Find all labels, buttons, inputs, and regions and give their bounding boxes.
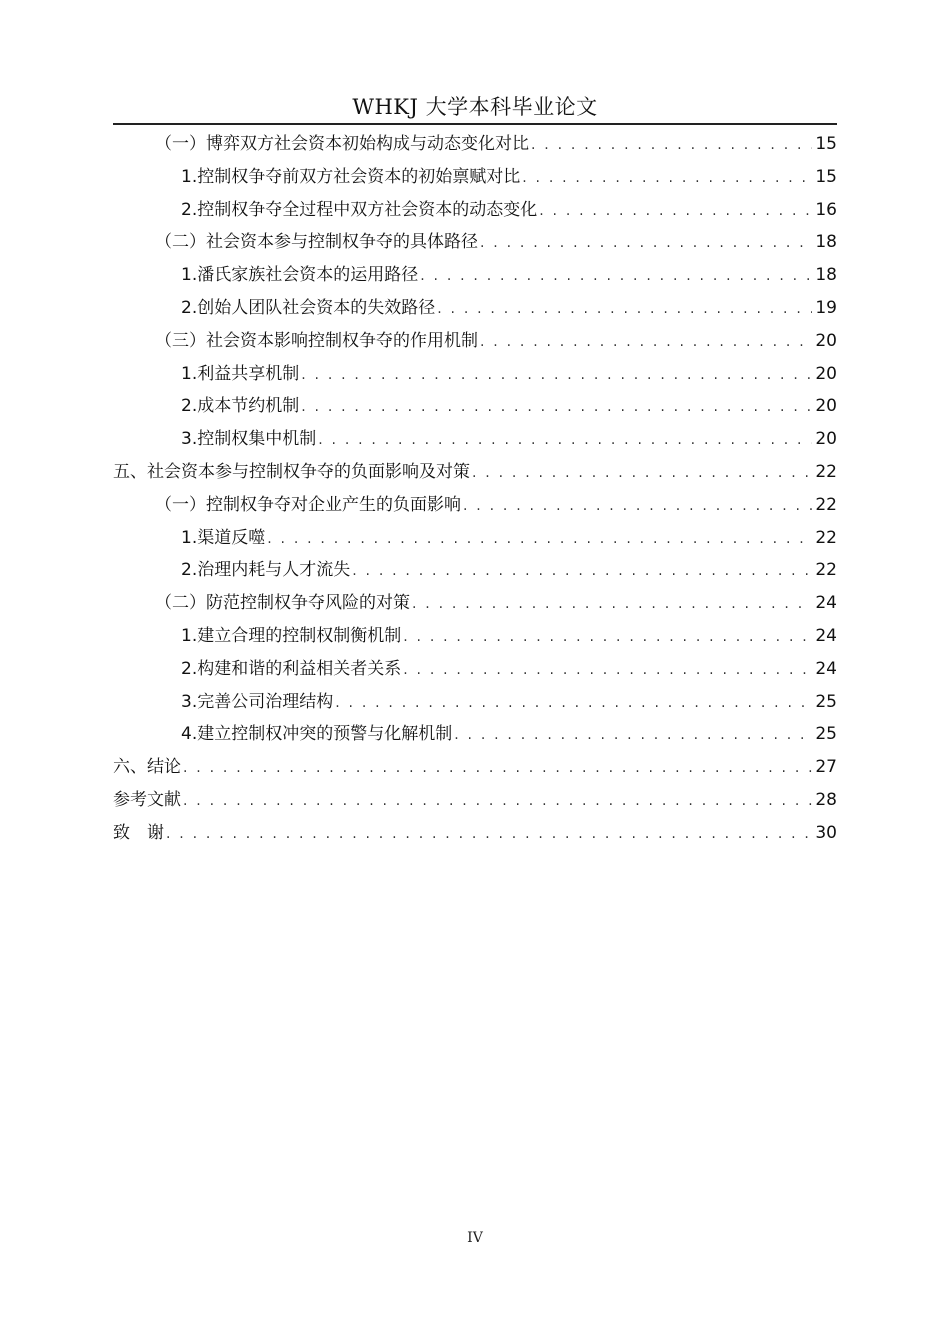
toc-entry-label: （三）社会资本影响控制权争夺的作用机制 bbox=[155, 330, 478, 351]
toc-entry-page-number: 20 bbox=[815, 363, 837, 384]
toc-entry-label: 致 谢 bbox=[113, 822, 164, 843]
toc-dot-leader bbox=[335, 687, 812, 720]
toc-entry-label: 3.完善公司治理结构 bbox=[181, 691, 334, 712]
toc-entry[interactable] bbox=[113, 686, 837, 719]
toc-dot-leader bbox=[301, 359, 812, 392]
toc-entry-page-number: 25 bbox=[815, 724, 837, 745]
toc-entry-label: （二）社会资本参与控制权争夺的具体路径 bbox=[155, 232, 478, 253]
toc-entry[interactable] bbox=[113, 325, 837, 358]
toc-dot-leader bbox=[437, 293, 812, 326]
toc-entry-label: 1.建立合理的控制权制衡机制 bbox=[181, 625, 402, 646]
toc-entry[interactable] bbox=[113, 784, 837, 817]
toc-entry[interactable] bbox=[113, 554, 837, 587]
toc-dot-leader bbox=[403, 621, 812, 654]
toc-entry[interactable] bbox=[113, 522, 837, 555]
toc-entry-label: 1.潘氏家族社会资本的运用路径 bbox=[181, 265, 419, 286]
toc-entry-label: 2.创始人团队社会资本的失效路径 bbox=[181, 297, 436, 318]
toc-entry-page-number: 24 bbox=[815, 593, 837, 614]
toc-entry-page-number: 20 bbox=[815, 429, 837, 450]
toc-entry-page-number: 22 bbox=[815, 461, 837, 482]
toc-entry-page-number: 15 bbox=[815, 134, 837, 154]
toc-entry-label: 参考文献 bbox=[113, 789, 181, 810]
toc-entry-page-number: 25 bbox=[815, 691, 837, 712]
toc-entry-label: （一）博弈双方社会资本初始构成与动态变化对比 bbox=[155, 134, 529, 154]
toc-entry[interactable] bbox=[113, 751, 837, 784]
toc-dot-leader bbox=[522, 162, 812, 195]
toc-entry-label: 1.渠道反噬 bbox=[181, 527, 266, 548]
toc-entry[interactable] bbox=[113, 817, 837, 850]
toc-entry-page-number: 24 bbox=[815, 625, 837, 646]
toc-entry-page-number: 20 bbox=[815, 396, 837, 417]
header-title: WHKJ 大学本科毕业论文 bbox=[352, 95, 598, 119]
toc-entry[interactable] bbox=[113, 292, 837, 325]
toc-dot-leader bbox=[472, 457, 812, 490]
toc-entry-page-number: 22 bbox=[815, 560, 837, 581]
toc-dot-leader bbox=[166, 818, 812, 851]
toc-entry-label: 六、结论 bbox=[113, 757, 181, 778]
toc-entry-page-number: 22 bbox=[815, 527, 837, 548]
toc-entry-label: 3.控制权集中机制 bbox=[181, 429, 317, 450]
toc-dot-leader bbox=[454, 719, 812, 752]
toc-dot-leader bbox=[352, 555, 812, 588]
toc-entry[interactable] bbox=[113, 390, 837, 423]
toc-dot-leader bbox=[267, 523, 812, 556]
toc-entry-page-number: 28 bbox=[815, 789, 837, 810]
toc-entry[interactable] bbox=[113, 358, 837, 391]
toc-entry-page-number: 19 bbox=[815, 297, 837, 318]
toc-entry-label: 1.控制权争夺前双方社会资本的初始禀赋对比 bbox=[181, 166, 521, 187]
toc-entry-page-number: 30 bbox=[815, 822, 837, 843]
toc-entry-label: 五、社会资本参与控制权争夺的负面影响及对策 bbox=[113, 461, 470, 482]
toc-entry[interactable] bbox=[113, 194, 837, 227]
toc-entry[interactable] bbox=[113, 653, 837, 686]
toc-dot-leader bbox=[301, 391, 812, 424]
toc-dot-leader bbox=[531, 129, 812, 162]
toc-entry[interactable] bbox=[113, 620, 837, 653]
toc-entry-page-number: 18 bbox=[815, 265, 837, 286]
toc-entry-page-number: 18 bbox=[815, 232, 837, 253]
toc-entry-label: 2.成本节约机制 bbox=[181, 396, 300, 417]
toc-entry[interactable] bbox=[113, 226, 837, 259]
toc-entry-page-number: 20 bbox=[815, 330, 837, 351]
toc-dot-leader bbox=[463, 490, 812, 523]
toc-dot-leader bbox=[480, 326, 812, 359]
toc-entry[interactable] bbox=[113, 423, 837, 456]
toc-dot-leader bbox=[183, 785, 812, 818]
toc-entry-page-number: 15 bbox=[815, 166, 837, 187]
toc-entry-page-number: 24 bbox=[815, 658, 837, 679]
toc-entry-label: 2.构建和谐的利益相关者关系 bbox=[181, 658, 402, 679]
toc-entry[interactable] bbox=[113, 587, 837, 620]
toc-dot-leader bbox=[403, 654, 812, 687]
toc-entry-page-number: 22 bbox=[815, 494, 837, 515]
toc-entry-label: （二）防范控制权争夺风险的对策 bbox=[155, 593, 410, 614]
toc-dot-leader bbox=[183, 752, 812, 785]
toc-entry-label: 2.控制权争夺全过程中双方社会资本的动态变化 bbox=[181, 199, 538, 220]
toc-entry[interactable] bbox=[113, 259, 837, 292]
toc-dot-leader bbox=[539, 195, 812, 228]
toc-dot-leader bbox=[420, 260, 812, 293]
toc-entry-label: 2.治理内耗与人才流失 bbox=[181, 560, 351, 581]
toc-entry[interactable] bbox=[113, 489, 837, 522]
toc-entry[interactable] bbox=[113, 128, 837, 161]
page-header bbox=[113, 92, 837, 122]
toc-entry-page-number: 27 bbox=[815, 757, 837, 778]
toc-entry[interactable] bbox=[113, 718, 837, 751]
toc-entry-label: （一）控制权争夺对企业产生的负面影响 bbox=[155, 494, 461, 515]
toc-dot-leader bbox=[412, 588, 812, 621]
table-of-contents bbox=[113, 128, 837, 850]
toc-entry-label: 4.建立控制权冲突的预警与化解机制 bbox=[181, 724, 453, 745]
toc-entry-label: 1.利益共享机制 bbox=[181, 363, 300, 384]
toc-dot-leader bbox=[318, 424, 812, 457]
header-rule bbox=[113, 123, 837, 125]
page-number: IV bbox=[467, 1230, 483, 1246]
toc-entry[interactable] bbox=[113, 161, 837, 194]
toc-entry-page-number: 16 bbox=[815, 199, 837, 220]
toc-dot-leader bbox=[480, 227, 812, 260]
toc-entry[interactable] bbox=[113, 456, 837, 489]
